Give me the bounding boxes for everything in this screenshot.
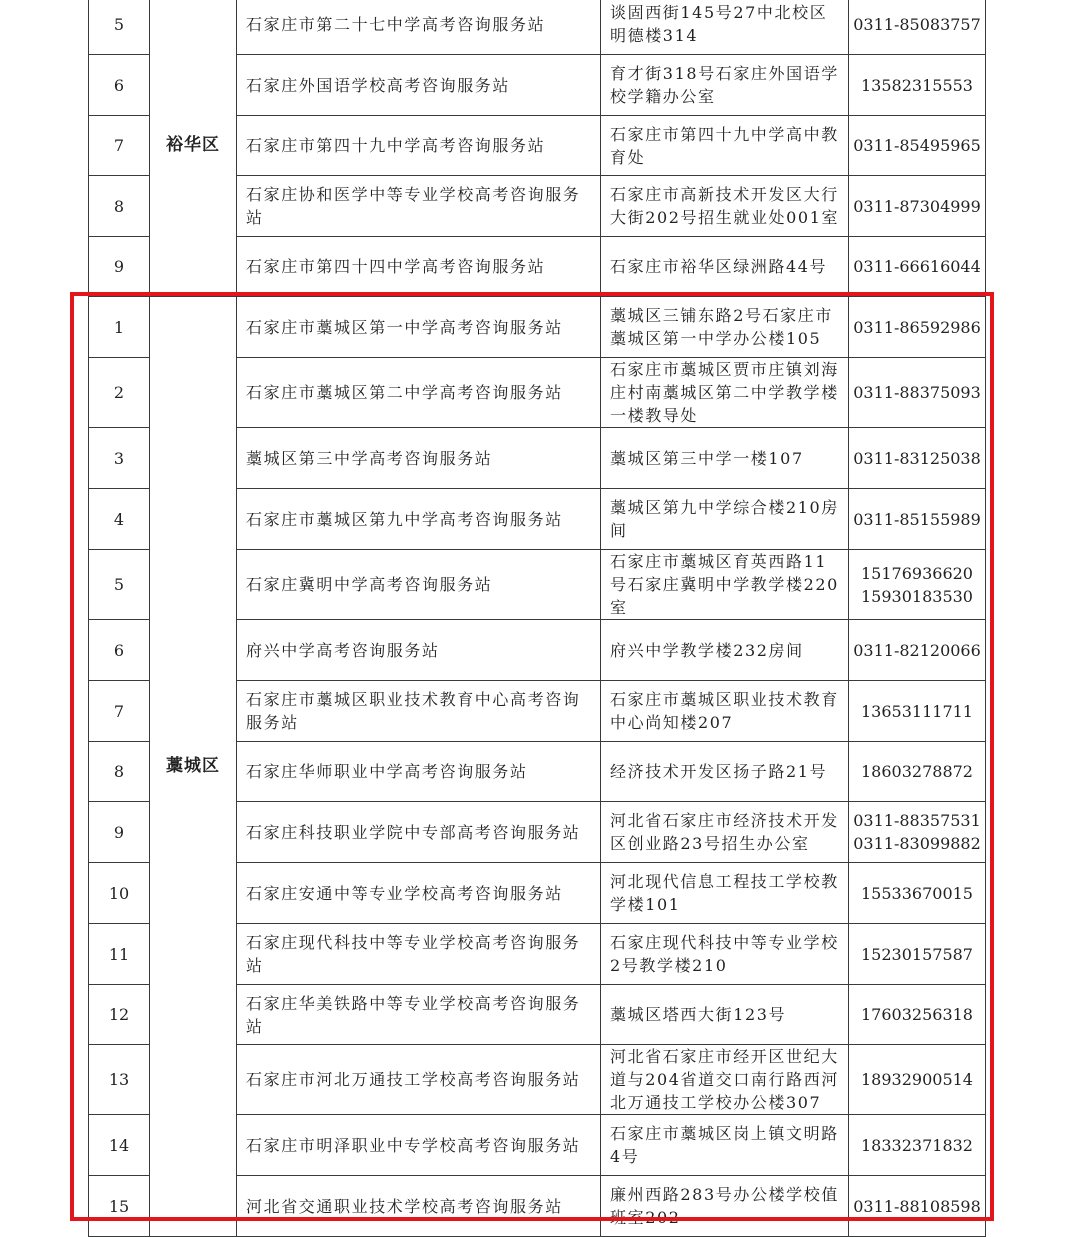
table-row	[89, 297, 986, 358]
phone-number: 17603256318	[861, 1005, 973, 1024]
contact-phone	[849, 802, 986, 863]
contact-phone	[849, 985, 986, 1045]
station-name: 石家庄华美铁路中等专业学校高考咨询服务站	[237, 985, 601, 1045]
station-name: 石家庄冀明中学高考咨询服务站	[237, 550, 601, 620]
row-number: 11	[89, 924, 150, 985]
station-address: 藁城区塔西大街123号	[601, 985, 849, 1045]
station-name: 石家庄市藁城区第九中学高考咨询服务站	[237, 489, 601, 550]
row-number: 3	[89, 428, 150, 489]
contact-phone	[849, 176, 986, 237]
row-number: 2	[89, 358, 150, 428]
station-address: 藁城区第三中学一楼107	[601, 428, 849, 489]
phone-number: 0311-83125038	[853, 448, 981, 468]
phone-number: 0311-88108598	[853, 1196, 981, 1216]
row-number: 7	[89, 116, 150, 176]
station-name: 石家庄安通中等专业学校高考咨询服务站	[237, 863, 601, 924]
station-address: 藁城区三铺东路2号石家庄市藁城区第一中学办公楼105	[601, 297, 849, 358]
station-name: 石家庄市第四十四中学高考咨询服务站	[237, 237, 601, 297]
station-address: 河北现代信息工程技工学校教学楼101	[601, 863, 849, 924]
contact-phone	[849, 681, 986, 742]
station-address: 石家庄市高新技术开发区大行大街202号招生就业处001室	[601, 176, 849, 237]
station-address: 石家庄市第四十九中学高中教育处	[601, 116, 849, 176]
phone-number: 0311-85495965	[853, 136, 981, 155]
contact-phone	[849, 1045, 986, 1115]
row-number: 1	[89, 297, 150, 358]
station-address: 府兴中学教学楼232房间	[601, 620, 849, 681]
phone-number: 15930183530	[861, 586, 973, 606]
contact-phone	[849, 0, 986, 55]
row-number: 6	[89, 55, 150, 116]
station-name: 石家庄市藁城区职业技术教育中心高考咨询服务站	[237, 681, 601, 742]
contact-phone	[849, 489, 986, 550]
station-address: 谈固西街145号27中北校区明德楼314	[601, 0, 849, 55]
contact-phone	[849, 924, 986, 985]
table-body	[89, 0, 986, 1237]
station-address: 石家庄市裕华区绿洲路44号	[601, 237, 849, 297]
phone-number: 15230157587	[861, 944, 973, 964]
row-number: 8	[89, 176, 150, 237]
contact-phone	[849, 428, 986, 489]
station-name: 石家庄科技职业学院中专部高考咨询服务站	[237, 802, 601, 863]
station-address: 廉州西路283号办公楼学校值班室202	[601, 1176, 849, 1237]
phone-number: 13653111711	[861, 701, 973, 721]
phone-number: 0311-66616044	[853, 257, 981, 276]
station-address: 经济技术开发区扬子路21号	[601, 742, 849, 802]
contact-phone	[849, 742, 986, 802]
station-address: 藁城区第九中学综合楼210房间	[601, 489, 849, 550]
row-number: 12	[89, 985, 150, 1045]
station-name: 石家庄市河北万通技工学校高考咨询服务站	[237, 1045, 601, 1115]
row-number: 8	[89, 742, 150, 802]
contact-phone	[849, 550, 986, 620]
row-number: 5	[89, 0, 150, 55]
row-number: 7	[89, 681, 150, 742]
station-address: 石家庄市藁城区育英西路11号石家庄冀明中学教学楼220室	[601, 550, 849, 620]
contact-phone	[849, 1115, 986, 1176]
row-number: 15	[89, 1176, 150, 1237]
contact-phone	[849, 863, 986, 924]
consult-station-table	[88, 0, 986, 1237]
phone-number: 18603278872	[861, 762, 973, 781]
contact-phone	[849, 116, 986, 176]
station-address: 石家庄市藁城区贾市庄镇刘海庄村南藁城区第二中学教学楼一楼教导处	[601, 358, 849, 428]
station-name: 府兴中学高考咨询服务站	[237, 620, 601, 681]
station-name: 石家庄外国语学校高考咨询服务站	[237, 55, 601, 116]
station-address: 石家庄市藁城区岗上镇文明路4号	[601, 1115, 849, 1176]
station-address: 育才街318号石家庄外国语学校学籍办公室	[601, 55, 849, 116]
station-name: 藁城区第三中学高考咨询服务站	[237, 428, 601, 489]
row-number: 4	[89, 489, 150, 550]
phone-number: 18932900514	[861, 1070, 973, 1089]
station-name: 石家庄华师职业中学高考咨询服务站	[237, 742, 601, 802]
row-number: 9	[89, 237, 150, 297]
contact-phone	[849, 1176, 986, 1237]
table-row	[89, 0, 986, 55]
contact-phone	[849, 358, 986, 428]
contact-phone	[849, 237, 986, 297]
row-number: 10	[89, 863, 150, 924]
contact-phone	[849, 297, 986, 358]
station-name: 河北省交通职业技术学校高考咨询服务站	[237, 1176, 601, 1237]
district-cell: 藁城区	[150, 297, 237, 1237]
phone-number: 18332371832	[861, 1135, 973, 1155]
station-address: 河北省石家庄市经开区世纪大道与204省道交口南行路西河北万通技工学校办公楼307	[601, 1045, 849, 1115]
row-number: 5	[89, 550, 150, 620]
phone-number: 0311-86592986	[853, 317, 981, 337]
station-name: 石家庄市藁城区第二中学高考咨询服务站	[237, 358, 601, 428]
phone-number: 0311-83099882	[853, 834, 981, 853]
station-name: 石家庄市第二十七中学高考咨询服务站	[237, 0, 601, 55]
row-number: 13	[89, 1045, 150, 1115]
district-cell: 裕华区	[150, 0, 237, 297]
phone-number: 15533670015	[861, 883, 973, 903]
station-address: 石家庄现代科技中等专业学校2号教学楼210	[601, 924, 849, 985]
contact-phone	[849, 55, 986, 116]
station-name: 石家庄协和医学中等专业学校高考咨询服务站	[237, 176, 601, 237]
station-name: 石家庄市明泽职业中专学校高考咨询服务站	[237, 1115, 601, 1176]
station-address: 石家庄市藁城区职业技术教育中心尚知楼207	[601, 681, 849, 742]
phone-number: 0311-85155989	[853, 509, 981, 529]
phone-number: 13582315553	[861, 75, 973, 95]
phone-number: 0311-85083757	[853, 14, 981, 34]
row-number: 14	[89, 1115, 150, 1176]
station-address: 河北省石家庄市经济技术开发区创业路23号招生办公室	[601, 802, 849, 863]
row-number: 9	[89, 802, 150, 863]
station-name: 石家庄市藁城区第一中学高考咨询服务站	[237, 297, 601, 358]
phone-number: 0311-82120066	[853, 640, 981, 660]
station-name: 石家庄市第四十九中学高考咨询服务站	[237, 116, 601, 176]
phone-number: 0311-88357531	[853, 811, 981, 830]
contact-phone	[849, 620, 986, 681]
station-name: 石家庄现代科技中等专业学校高考咨询服务站	[237, 924, 601, 985]
phone-number: 0311-88375093	[853, 383, 981, 402]
phone-number: 0311-87304999	[853, 196, 981, 216]
phone-number: 15176936620	[861, 563, 973, 583]
row-number: 6	[89, 620, 150, 681]
